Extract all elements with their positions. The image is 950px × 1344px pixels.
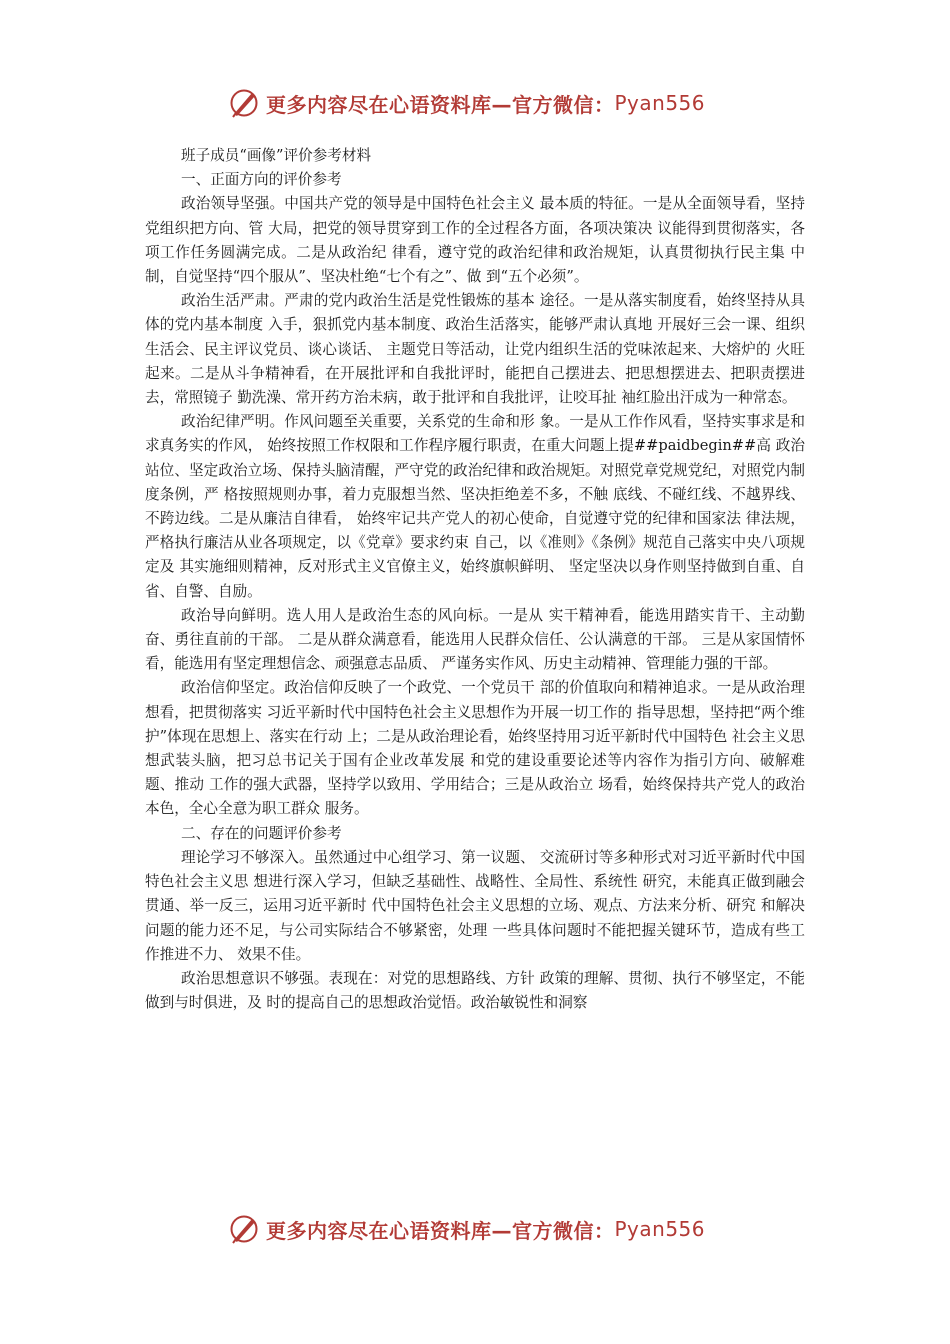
paragraph: 政治导向鲜明。选人用人是政治生态的风向标。一是从 实干精神看，能选用踏实肯干、主动勤奋、勇往直前的干部。 二是从群众满意看，能选用人民群众信任、公认满意的干部。 三是从家国情怀看，能选用有坚定理想信念、顽强意志品质、 严谨务实作风、历史主动精神、管理能力强的干部。 — [145, 606, 805, 673]
watermark-text: 更多内容尽在心语资料库—官方微信： — [266, 92, 615, 117]
wechat-id: Pyan556 — [614, 91, 706, 115]
document-title: 班子成员“画像”评价参考材料 — [181, 147, 372, 164]
section-heading-1: 一、正面方向的评价参考 — [181, 171, 342, 189]
paragraph: 政治生活严肃。严肃的党内政治生活是党性锻炼的基本 途径。一是从落实制度看，始终坚持从具体的党内基本制度 入手，狠抓党内基本制度、政治生活落实，能够严肃认真地 开展好三会一课、组织生活会、民主评议党员、谈心谈话、 主题党日等活动，让党内组织生活的党味浓起来、大熔炉的 火旺起来。二是从斗争精神看，在开展批评和自我批评时，能把自己摆进去、把思想摆进去、把职责摆进去，常照镜子 勤洗澡、常开药方治未病，敢于批评和自我批评，让咬耳扯 袖红脸出汗成为一种常态。 — [145, 292, 805, 407]
watermark-banner-bottom — [228, 1212, 705, 1246]
paragraph: 政治思想意识不够强。表现在：对党的思想路线、方针 政策的理解、贯彻、执行不够坚定，不能做到与时俱进，及 时的提高自己的思想政治觉悟。政治敏锐性和洞察 — [145, 969, 805, 1012]
watermark-banner-top — [228, 86, 705, 120]
pen-circle-logo-icon — [228, 87, 260, 119]
paragraph: 政治信仰坚定。政治信仰反映了一个政党、一个党员干 部的价值取向和精神追求。一是从政治理想看，把贯彻落实 习近平新时代中国特色社会主义思想作为开展一切工作的 指导思想，坚持把“两个维护”体现在思想上、落实在行动 上；二是从政治理论看，始终坚持用习近平新时代中国特色 社会主义思想武装头脑，把习总书记关于国有企业改革发展 和党的建设重要论述等内容作为指引方向、破解难题、推动 工作的强大武器，坚持学以致用、学用结合；三是从政治立 场看，始终保持共产党人的政治本色，全心全意为职工群众 服务。 — [145, 679, 805, 818]
watermark-text: 更多内容尽在心语资料库—官方微信： — [266, 1218, 615, 1243]
section-heading-2: 二、存在的问题评价参考 — [181, 824, 342, 842]
wechat-id: Pyan556 — [614, 1217, 706, 1241]
paragraph: 政治纪律严明。作风问题至关重要，关系党的生命和形 象。一是从工作作风看，坚持实事求是和求真务实的作风， 始终按照工作权限和工作程序履行职责，在重大问题上提##paidbegin##高 政治站位、坚定政治立场、保持头脑清醒，严守党的政治纪律和政治规矩。对照党章党规党纪，对照党内制度条例，严 格按照规则办事，着力克服想当然、坚决拒绝差不多，不触 底线、不碰红线、不越界线、不跨边线。二是从廉洁自律看， 始终牢记共产党人的初心使命，自觉遵守党的纪律和国家法 律法规，严格执行廉洁从业各项规定，以《党章》要求约束 自己，以《准则》《条例》规范自己落实中央八项规定及 其实施细则精神，反对形式主义官僚主义，始终旗帜鲜明、 坚定坚决以身作则坚持做到自重、自省、自警、自励。 — [145, 413, 805, 600]
pen-circle-logo-icon — [228, 1213, 260, 1245]
document-body — [145, 144, 805, 1015]
paragraph: 理论学习不够深入。虽然通过中心组学习、第一议题、 交流研讨等多种形式对习近平新时代中国特色社会主义思 想进行深入学习，但缺乏基础性、战略性、全局性、系统性 研究，未能真正做到融会贯通、举一反三，运用习近平新时 代中国特色社会主义思想的立场、观点、方法来分析、研究 和解决问题的能力还不足，与公司实际结合不够紧密，处理 一些具体问题时不能把握关键环节，造成有些工作推进不力、 效果不佳。 — [145, 848, 805, 963]
paragraph: 政治领导坚强。中国共产党的领导是中国特色社会主义 最本质的特征。一是从全面领导看，坚持党组织把方向、管 大局，把党的领导贯穿到工作的全过程各方面，各项决策决 议能得到贯彻落实，各项工作任务圆满完成。二是从政治纪 律看，遵守党的政治纪律和政治规矩，认真贯彻执行民主集 中制，自觉坚持“四个服从”、坚决杜绝“七个有之”、做 到“五个必须”。 — [145, 195, 805, 286]
